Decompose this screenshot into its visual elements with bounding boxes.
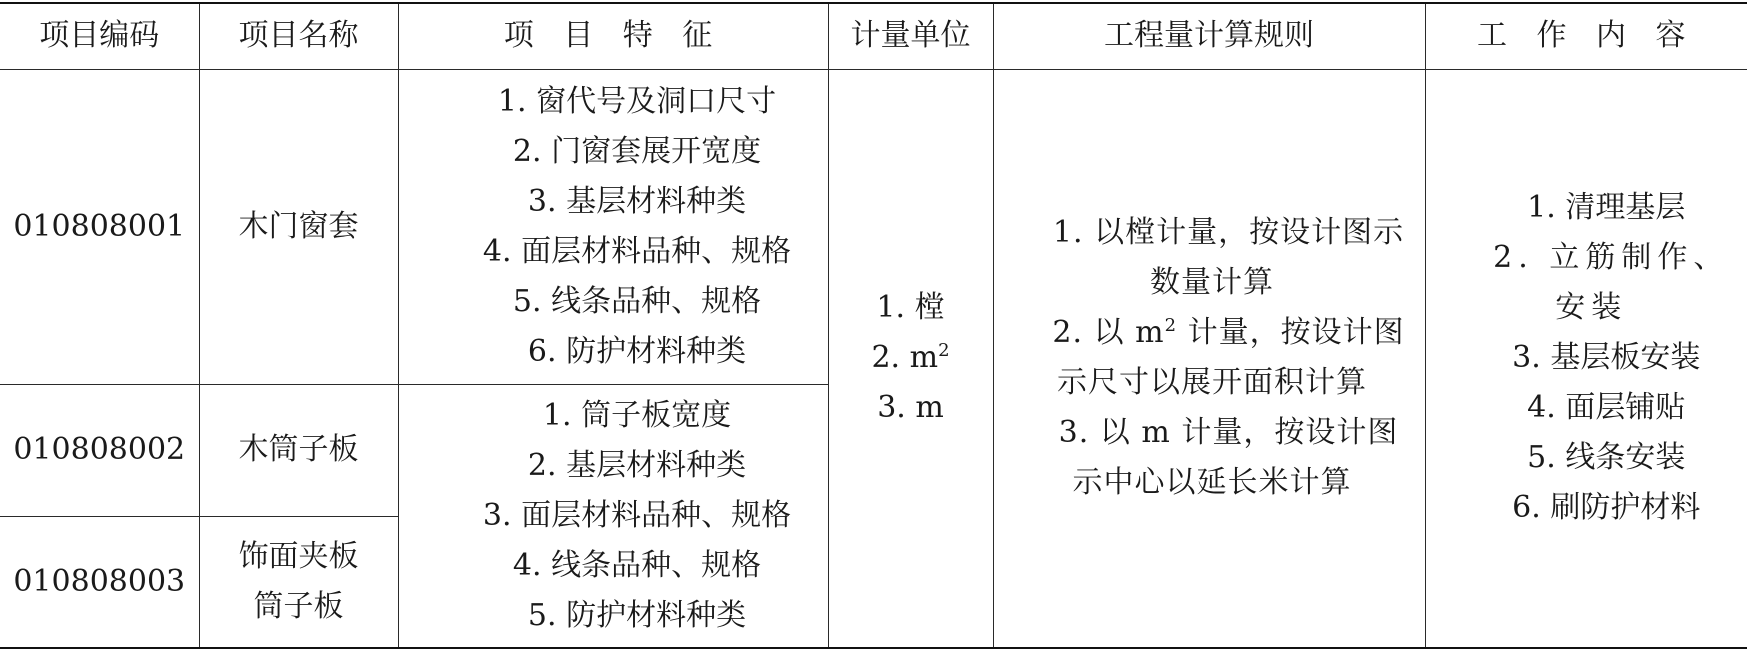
feature-line: 5. 防护材料种类 — [527, 597, 747, 633]
feature-line: 6. 防护材料种类 — [527, 333, 747, 369]
item-code: 010808003 — [0, 516, 199, 648]
work-line: 1. 清理基层 — [1527, 190, 1686, 226]
item-features — [398, 69, 828, 384]
feature-line: 4. 线条品种、规格 — [512, 547, 762, 583]
header-unit: 计量单位 — [828, 3, 993, 69]
unit-text: 2. m — [871, 340, 939, 376]
feature-line: 2. 门窗套展开宽度 — [512, 133, 762, 169]
rule-text: 计量，按设计图示尺寸以展开面积计算 — [1057, 315, 1405, 401]
item-name — [199, 516, 398, 648]
header-feature: 项 目 特 征 — [398, 3, 828, 69]
rule-paragraph: 1. 以樘计量，按设计图示数量计算 — [1052, 215, 1405, 301]
unit-cell — [828, 69, 993, 648]
item-name: 木筒子板 — [199, 384, 398, 516]
item-features — [398, 384, 828, 648]
unit-line: 3. m — [877, 390, 944, 426]
item-code: 010808001 — [0, 69, 199, 384]
work-cell — [1425, 69, 1747, 648]
work-line: 3. 基层板安装 — [1512, 340, 1701, 376]
header-rule: 工程量计算规则 — [993, 3, 1425, 69]
bill-of-quantities-table — [0, 2, 1747, 649]
table-header-row — [0, 3, 1747, 69]
feature-line: 5. 线条品种、规格 — [512, 283, 762, 319]
header-work: 工 作 内 容 — [1425, 3, 1747, 69]
item-name-line: 饰面夹板 — [238, 538, 359, 574]
header-name: 项目名称 — [199, 3, 398, 69]
work-line: 4. 面层铺贴 — [1527, 390, 1686, 426]
feature-line: 4. 面层材料品种、规格 — [482, 233, 792, 269]
item-name: 木门窗套 — [199, 69, 398, 384]
rule-cell — [993, 69, 1425, 648]
rule-superscript: 2 — [1164, 315, 1178, 337]
feature-line: 1. 筒子板宽度 — [542, 397, 732, 433]
header-code: 项目编码 — [0, 3, 199, 69]
work-line: 6. 刷防护材料 — [1512, 490, 1701, 526]
table-row — [0, 69, 1747, 384]
feature-line: 3. 面层材料品种、规格 — [482, 497, 792, 533]
feature-line: 1. 窗代号及洞口尺寸 — [497, 83, 777, 119]
rule-text: 2. 以 m — [1052, 315, 1165, 351]
feature-line: 2. 基层材料种类 — [527, 447, 747, 483]
unit-line: 1. 樘 — [876, 290, 945, 326]
unit-line — [829, 333, 993, 383]
work-line: 5. 线条安装 — [1527, 440, 1686, 476]
rule-paragraph — [1016, 308, 1409, 408]
work-line: 2. 立筋制作、安装 — [1493, 240, 1730, 326]
unit-superscript: 2 — [938, 340, 950, 362]
feature-line: 3. 基层材料种类 — [527, 183, 747, 219]
item-code: 010808002 — [0, 384, 199, 516]
rule-paragraph: 3. 以 m 计量，按设计图示中心以延长米计算 — [1058, 415, 1399, 501]
item-name-line: 筒子板 — [253, 588, 344, 624]
